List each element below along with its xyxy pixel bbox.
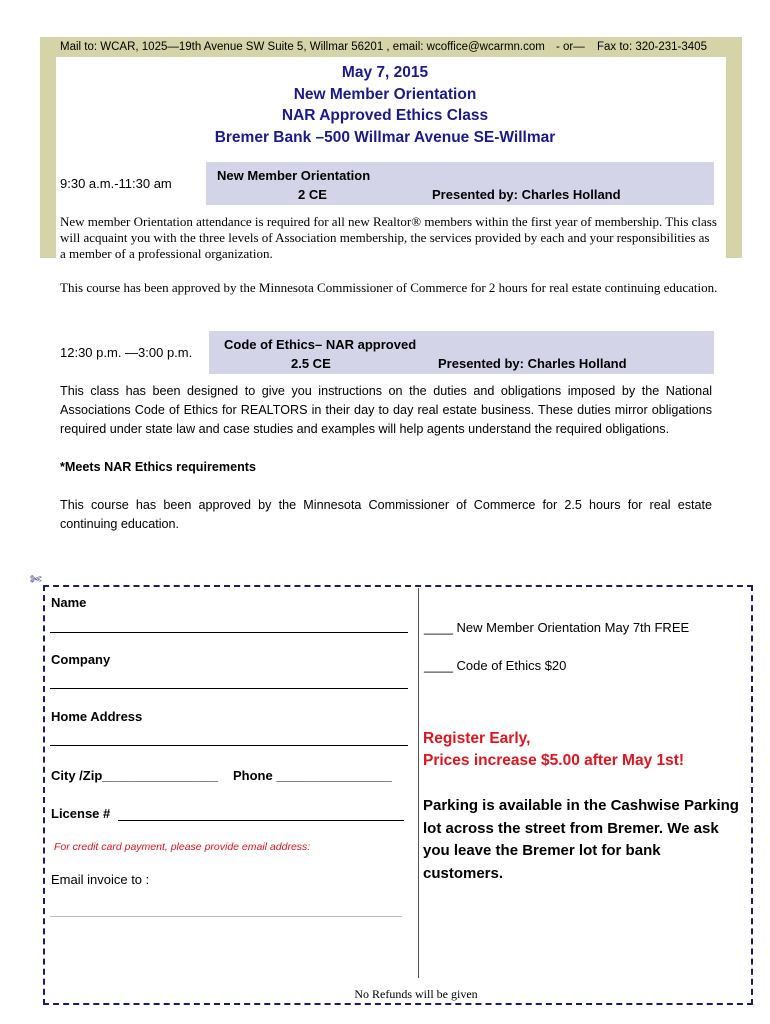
event-date: May 7, 2015 (341, 64, 429, 81)
scissors-icon: ✄ (30, 571, 42, 587)
session1-description: New member Orientation attendance is required for all new Realtor® members within the first year of membership. This class will acquaint you with the three levels of Association membership, the services provided by each and your responsibilities as a member of a professional organization. (60, 214, 717, 261)
form-divider (418, 588, 419, 978)
company-field[interactable] (50, 688, 408, 689)
session2-description: This class has been designed to give you instructions on the duties and obligations imposed by the National Associations Code of Ethics for REALTORS in their day to day real estate business. These duties mirror obligations required under state law and case studies and examples will help agents understand the required obligations. (60, 384, 712, 436)
email-invoice-label: Email invoice to : (51, 872, 150, 887)
event-location: Bremer Bank –500 Willmar Avenue SE-Willmar (214, 129, 556, 146)
or-text: - or— (556, 41, 585, 53)
session2-time: 12:30 p.m. —3:00 p.m. (60, 345, 193, 360)
session1-ce: 2 CE (298, 187, 327, 202)
session2-title: Code of Ethics– NAR approved (224, 337, 417, 352)
mail-to-bar (40, 37, 742, 57)
session1-title: New Member Orientation (217, 168, 371, 183)
fax-text: Fax to: 320-231-3405 (597, 41, 707, 53)
session1-box (205, 162, 714, 205)
option-code-of-ethics[interactable]: ____ Code of Ethics $20 (424, 658, 567, 673)
session2-box (208, 331, 714, 374)
session1-time: 9:30 a.m.-11:30 am (60, 176, 172, 191)
license-field[interactable] (118, 820, 404, 821)
license-label: License # (51, 806, 111, 821)
name-field[interactable] (50, 632, 408, 633)
company-label: Company (51, 652, 111, 667)
city-zip-field[interactable]: City /Zip________________ (51, 768, 218, 783)
session2-ce: 2.5 CE (291, 356, 331, 371)
option-orientation[interactable]: ____ New Member Orientation May 7th FREE (424, 620, 690, 635)
home-address-label: Home Address (51, 709, 143, 724)
no-refunds-note: No Refunds will be given (354, 987, 478, 1001)
phone-field[interactable]: Phone ________________ (233, 768, 393, 783)
event-title-orientation: New Member Orientation (293, 86, 477, 103)
price-increase-text: Prices increase $5.00 after May 1st! (423, 752, 685, 769)
home-address-field[interactable] (50, 745, 408, 746)
session1-approval: This course has been approved by the Minnesota Commissioner of Commerce for 2 hours for real estate continuing education. (60, 280, 718, 295)
credit-card-note: For credit card payment, please provide email address: (54, 841, 311, 853)
register-early-text: Register Early, (423, 730, 531, 747)
ethics-requirement-note: *Meets NAR Ethics requirements (60, 460, 256, 474)
name-label: Name (51, 595, 87, 610)
mail-to-text: Mail to: WCAR, 1025—19th Avenue SW Suite 5, Willmar 56201 , email: wcoffice@wcarmn.com (60, 41, 545, 53)
parking-info: Parking is available in the Cashwise Parking lot across the street from Bremer. We ask you leave the Bremer lot for bank customers. (423, 797, 739, 882)
session2-approval: This course has been approved by the Minnesota Commissioner of Commerce for 2.5 hours for real estate continuing education. (60, 498, 712, 531)
email-invoice-field[interactable] (50, 916, 402, 917)
event-title-ethics: NAR Approved Ethics Class (281, 107, 489, 124)
session2-presenter: Presented by: Charles Holland (438, 356, 627, 371)
session1-presenter: Presented by: Charles Holland (432, 187, 621, 202)
